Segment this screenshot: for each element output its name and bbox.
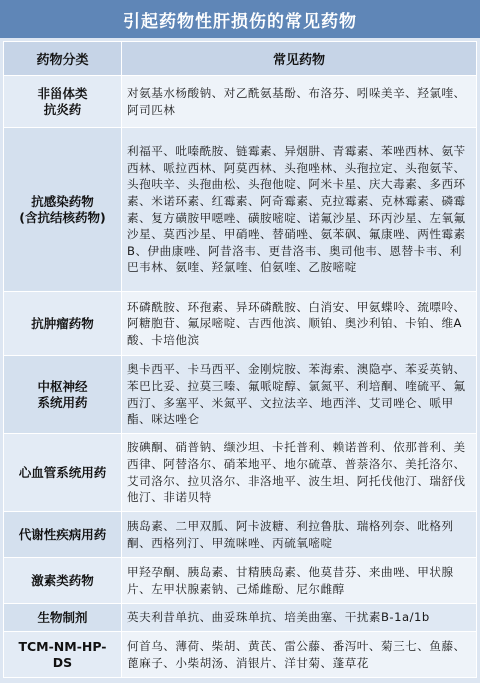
page-title: 引起药物性肝损伤的常见药物: [0, 0, 480, 38]
drugs-cell: 奥卡西平、卡马西平、金刚烷胺、苯海索、澳隐亭、苯妥英钠、苯巴比妥、拉莫三嗪、氟哌啶醇、氯氮平、利培酮、喹硫平、氟西汀、多塞平、米氮平、文拉法辛、地西泮、艾司唑仑、哌甲酯、咪达唑仑: [122, 356, 477, 434]
category-cell: 抗肿瘤药物: [4, 292, 122, 356]
table-row: [4, 632, 477, 678]
drug-table: [3, 41, 477, 678]
category-cell: 生物制剂: [4, 604, 122, 632]
table-row: [4, 434, 477, 512]
drugs-cell: 环磷酰胺、环孢素、异环磷酰胺、白消安、甲氨蝶呤、巯嘌呤、阿糖胞苷、氟尿嘧啶、吉西他滨、顺铂、奥沙利铂、卡铂、维A酸、卡培他滨: [122, 292, 477, 356]
category-cell: 心血管系统用药: [4, 434, 122, 512]
table-row: [4, 604, 477, 632]
header-category: 药物分类: [4, 42, 122, 76]
table-row: [4, 558, 477, 604]
category-cell: 激素类药物: [4, 558, 122, 604]
header-drugs: 常见药物: [122, 42, 477, 76]
table-row: [4, 512, 477, 558]
table-row: [4, 356, 477, 434]
drugs-cell: 何首乌、薄荷、柴胡、黄芪、雷公藤、番泻叶、菊三七、鱼藤、蓖麻子、小柴胡汤、消银片、洋甘菊、蓬草花: [122, 632, 477, 678]
drugs-cell: 对氨基水杨酸钠、对乙酰氨基酚、布洛芬、吲哚美辛、羟氯喹、阿司匹林: [122, 76, 477, 128]
table-row: [4, 292, 477, 356]
category-cell: 代谢性疾病用药: [4, 512, 122, 558]
category-cell: 非甾体类 抗炎药: [4, 76, 122, 128]
table-row: [4, 128, 477, 292]
category-cell: 抗感染药物 (含抗结核药物): [4, 128, 122, 292]
drugs-cell: 英夫利昔单抗、曲妥珠单抗、培美曲塞、干扰素B-1a/1b: [122, 604, 477, 632]
drugs-cell: 利福平、吡嗪酰胺、链霉素、异烟肼、青霉素、苯唑西林、氨苄西林、哌拉西林、阿莫西林、头孢唑林、头孢拉定、头孢氨苄、头孢呋辛、头孢曲松、头孢他啶、阿米卡星、庆大毒素、多西环素、米诺环素、红霉素、阿奇霉素、克拉霉素、克林霉素、磷霉素、复方磺胺甲噁唑、磺胺嘧啶、诺氟沙星、环丙沙星、左氧氟沙星、莫西沙星、甲硝唑、替硝唑、氨苯砜、氟康唑、两性霉素B、伊曲康唑、阿昔洛韦、更昔洛韦、奥司他韦、恩替卡韦、利巴韦林、氨喹、羟氯喹、伯氨喹、乙胺嘧啶: [122, 128, 477, 292]
category-cell: TCM-NM-HP- DS: [4, 632, 122, 678]
drugs-cell: 胰岛素、二甲双胍、阿卡波糖、利拉鲁肽、瑞格列奈、吡格列酮、西格列汀、甲巯咪唑、丙硫氧嘧啶: [122, 512, 477, 558]
header-row: [4, 42, 477, 76]
category-cell: 中枢神经 系统用药: [4, 356, 122, 434]
table-row: [4, 76, 477, 128]
drugs-cell: 甲羟孕酮、胰岛素、甘精胰岛素、他莫昔芬、来曲唑、甲状腺片、左甲状腺素钠、己烯雌酚、尼尔雌醇: [122, 558, 477, 604]
drugs-cell: 胺碘酮、硝普钠、缬沙坦、卡托普利、赖诺普利、依那普利、美西律、阿替洛尔、硝苯地平、地尔硫䓬、普萘洛尔、美托洛尔、艾司洛尔、拉贝洛尔、非洛地平、波生坦、阿托伐他汀、瑞舒伐他汀、非诺贝特: [122, 434, 477, 512]
